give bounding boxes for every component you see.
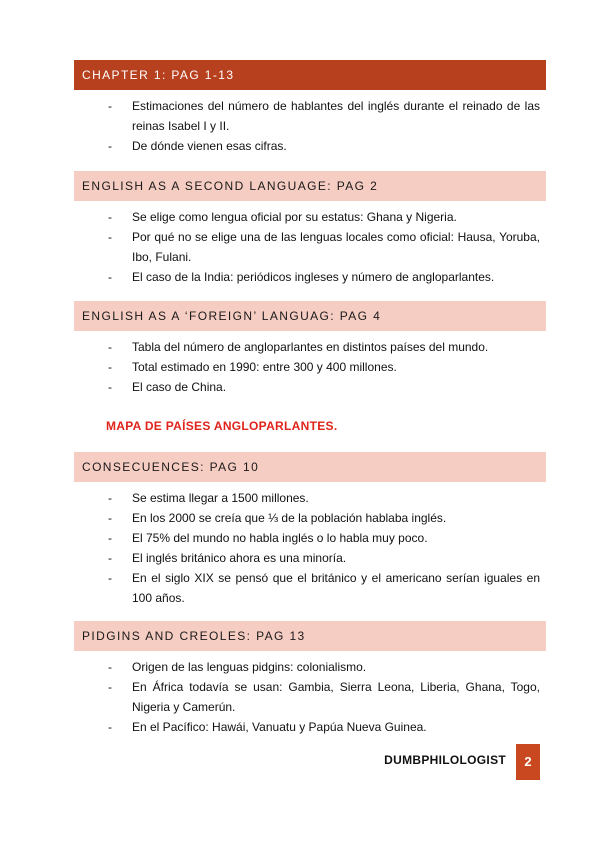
page-number-badge: 2 [516, 744, 540, 780]
list-item-text: En el siglo XIX se pensó que el británico y el americano serían iguales en 100 años. [132, 571, 540, 605]
dash-bullet-icon: - [108, 270, 112, 284]
list-item-text: Total estimado en 1990: entre 300 y 400 millones. [132, 360, 397, 374]
list-item [74, 488, 546, 508]
section-heading: ENGLISH AS A ‘FOREIGN’ LANGUAG: PAG 4 [74, 301, 546, 331]
list-item-text: En el Pacífico: Hawái, Vanuatu y Papúa Nueva Guinea. [132, 720, 427, 734]
bullet-list [74, 96, 546, 156]
bullet-list [74, 337, 546, 397]
list-item [74, 548, 546, 568]
list-item [74, 508, 546, 528]
section-heading: CHAPTER 1: PAG 1-13 [74, 60, 546, 90]
dash-bullet-icon: - [108, 491, 112, 505]
list-item [74, 657, 546, 677]
section-foreign-language [74, 301, 546, 397]
list-item-text: El caso de China. [132, 380, 227, 394]
bullet-list [74, 488, 546, 608]
section-second-language [74, 171, 546, 287]
dash-bullet-icon: - [108, 360, 112, 374]
section-heading: CONSECUENCES: PAG 10 [74, 452, 546, 482]
map-note: MAPA DE PAÍSES ANGLOPARLANTES. [106, 419, 338, 433]
dash-bullet-icon: - [108, 340, 112, 354]
list-item-text: Tabla del número de angloparlantes en distintos países del mundo. [132, 340, 489, 354]
list-item [74, 677, 546, 717]
list-item-text: El inglés británico ahora es una minoría. [132, 551, 347, 565]
list-item [74, 337, 546, 357]
dash-bullet-icon: - [108, 380, 112, 394]
footer-label: DUMBPHILOLOGIST [384, 753, 506, 767]
list-item [74, 528, 546, 548]
dash-bullet-icon: - [108, 720, 112, 734]
dash-bullet-icon: - [108, 511, 112, 525]
list-item-text: En África todavía se usan: Gambia, Sierra Leona, Liberia, Ghana, Togo, Nigeria y Camerún. [132, 680, 540, 714]
dash-bullet-icon: - [108, 680, 112, 694]
list-item-text: Se elige como lengua oficial por su estatus: Ghana y Nigeria. [132, 210, 457, 224]
bullet-list [74, 207, 546, 287]
list-item [74, 357, 546, 377]
bullet-list [74, 657, 546, 737]
dash-bullet-icon: - [108, 571, 112, 585]
section-chapter-1 [74, 60, 546, 156]
list-item [74, 568, 546, 608]
dash-bullet-icon: - [108, 210, 112, 224]
dash-bullet-icon: - [108, 230, 112, 244]
list-item-text: Se estima llegar a 1500 millones. [132, 491, 309, 505]
list-item [74, 227, 546, 267]
list-item-text: Origen de las lenguas pidgins: colonialismo. [132, 660, 367, 674]
dash-bullet-icon: - [108, 551, 112, 565]
section-consecuences [74, 452, 546, 608]
dash-bullet-icon: - [108, 139, 112, 153]
list-item-text: Por qué no se elige una de las lenguas locales como oficial: Hausa, Yoruba, Ibo, Fulani. [132, 230, 540, 264]
dash-bullet-icon: - [108, 660, 112, 674]
list-item-text: En los 2000 se creía que ⅓ de la población hablaba inglés. [132, 511, 447, 525]
section-heading: PIDGINS AND CREOLES: PAG 13 [74, 621, 546, 651]
list-item-text: El 75% del mundo no habla inglés o lo habla muy poco. [132, 531, 428, 545]
list-item-text: De dónde vienen esas cifras. [132, 139, 287, 153]
list-item [74, 136, 546, 156]
section-pidgins-creoles [74, 621, 546, 737]
dash-bullet-icon: - [108, 99, 112, 113]
list-item [74, 377, 546, 397]
dash-bullet-icon: - [108, 531, 112, 545]
section-heading: ENGLISH AS A SECOND LANGUAGE: PAG 2 [74, 171, 546, 201]
list-item [74, 96, 546, 136]
list-item [74, 267, 546, 287]
list-item [74, 207, 546, 227]
list-item-text: El caso de la India: periódicos ingleses y número de angloparlantes. [132, 270, 495, 284]
list-item [74, 717, 546, 737]
list-item-text: Estimaciones del número de hablantes del inglés durante el reinado de las reinas Isabel I y II. [132, 99, 540, 133]
